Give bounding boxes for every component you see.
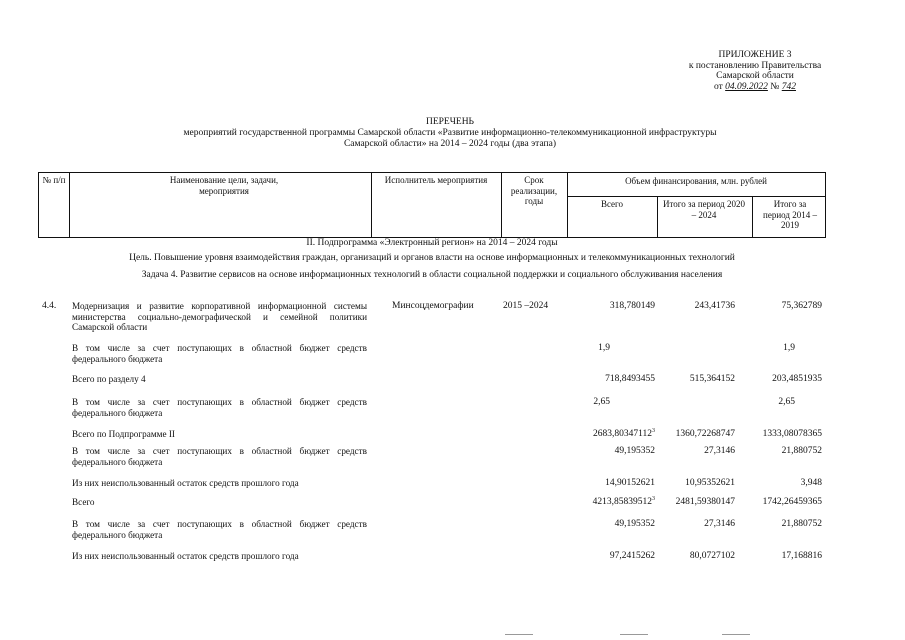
title-heading: ПЕРЕЧЕНЬ [425, 117, 475, 127]
row-total: 14,90152621 [605, 478, 655, 488]
appendix-block [660, 50, 850, 92]
row-period-2014: 75,362789 [781, 301, 822, 311]
row-period-2014: 1742,26459365 [762, 497, 822, 507]
row-period-2020: 80,0727102 [689, 551, 735, 561]
row-number: 4.4. [42, 301, 57, 311]
appendix-line: к постановлению Правительства [688, 60, 822, 71]
footnote-mark: 3 [652, 427, 655, 434]
row-text: Из них неиспользованный остаток средств прошлого года [72, 478, 299, 488]
footnote-mark: 3 [652, 495, 655, 502]
appendix-line: Самарской области [716, 71, 794, 81]
row-text: Из них неиспользованный остаток средств прошлого года [72, 551, 299, 561]
header-period-2014: Итого за период 2014 – 2019 [763, 199, 817, 230]
date-prefix: от [714, 81, 723, 92]
header-name: Наименование цели, задачи, мероприятия [169, 175, 279, 196]
row-total: 2,65 [593, 397, 610, 407]
row-text: В том числе за счет поступающих в областной бюджет средств федерального бюджета [72, 446, 367, 467]
row-total: 1,9 [598, 343, 610, 353]
row-period-2014: 21,880752 [781, 519, 822, 529]
row-total: 49,195352 [614, 519, 655, 529]
row-period-2020: 515,364152 [689, 374, 735, 384]
header-term: Срок реализации, годы [510, 175, 558, 206]
title-line: Самарской области» на 2014 – 2024 годы (два этапа) [343, 139, 557, 149]
row-text: Модернизация и развитие корпоративной информационной системы министерства социально-демографической и семейной политики Самарской области [72, 301, 367, 332]
row-period-2020: 1360,72268747 [675, 429, 735, 439]
row-text: Всего по Подпрограмме II [72, 429, 175, 439]
row-period-2020: 27,3146 [704, 519, 735, 529]
header-funding: Объем финансирования, млн. рублей [625, 176, 767, 186]
row-total: 4213,85839512$^3$ [592, 495, 655, 507]
header-total: Всего [600, 199, 624, 209]
row-total: 2683,80347112$^3$ [592, 427, 655, 439]
row-total: 718,8493455 [605, 374, 655, 384]
title-line: мероприятий государственной программы Самарской области «Развитие информационно-телекоммуникационной инфраструктуры [183, 128, 717, 138]
appendix-date-line [660, 82, 850, 93]
row-period-2020: 2481,59380147 [675, 497, 735, 507]
row-total: 318,780149 [609, 301, 655, 311]
row-period-2014: 1,9 [783, 343, 795, 353]
header-period-2020: Итого за период 2020 – 2024 [662, 199, 746, 220]
row-text: В том числе за счет поступающих в областной бюджет средств федерального бюджета [72, 397, 367, 418]
row-period-2020: 243,41736 [694, 301, 735, 311]
row-text: В том числе за счет поступающих в областной бюджет средств федерального бюджета [72, 519, 367, 540]
subprogram-heading: II. Подпрограмма «Электронный регион» на 2014 – 2024 годы [306, 238, 558, 248]
table-header [38, 172, 826, 238]
row-period-2014: 17,168816 [781, 551, 822, 561]
row-period-2014: 1333,08078365 [762, 429, 822, 439]
header-num: № п/п [42, 175, 66, 185]
date-value: 04.09.2022 [725, 81, 768, 92]
number-prefix: № [770, 81, 780, 92]
row-period-2014: 203,4851935 [772, 374, 822, 384]
row-total: 97,2415262 [609, 551, 655, 561]
row-period-2020: 10,95352621 [685, 478, 735, 488]
document-title [120, 117, 780, 150]
row-period-2014: 21,880752 [781, 446, 822, 456]
row-period-2020: 27,3146 [704, 446, 735, 456]
goal-heading: Цель. Повышение уровня взаимодействия граждан, организаций и органов власти на основе информационных и телекоммуникационных технологий [129, 253, 735, 263]
scan-mark [505, 634, 533, 635]
number-value: 742 [781, 81, 796, 92]
row-executor: Минсоцдемографии [392, 301, 474, 311]
row-period-2014: 2,65 [778, 397, 795, 407]
row-term: 2015 –2024 [503, 301, 549, 311]
row-period-2014: 3,948 [800, 478, 822, 488]
row-total: 49,195352 [614, 446, 655, 456]
scan-mark [722, 634, 750, 635]
task-heading: Задача 4. Развитие сервисов на основе информационных технологий в области социальной поддержки и социального обслуживания населения [141, 270, 723, 280]
header-executor: Исполнитель мероприятия [384, 175, 488, 185]
row-text: Всего [72, 497, 95, 507]
row-text: В том числе за счет поступающих в областной бюджет средств федерального бюджета [72, 343, 367, 364]
appendix-title: ПРИЛОЖЕНИЕ 3 [718, 50, 792, 60]
scan-mark [620, 634, 648, 635]
row-text: Всего по разделу 4 [72, 374, 146, 384]
